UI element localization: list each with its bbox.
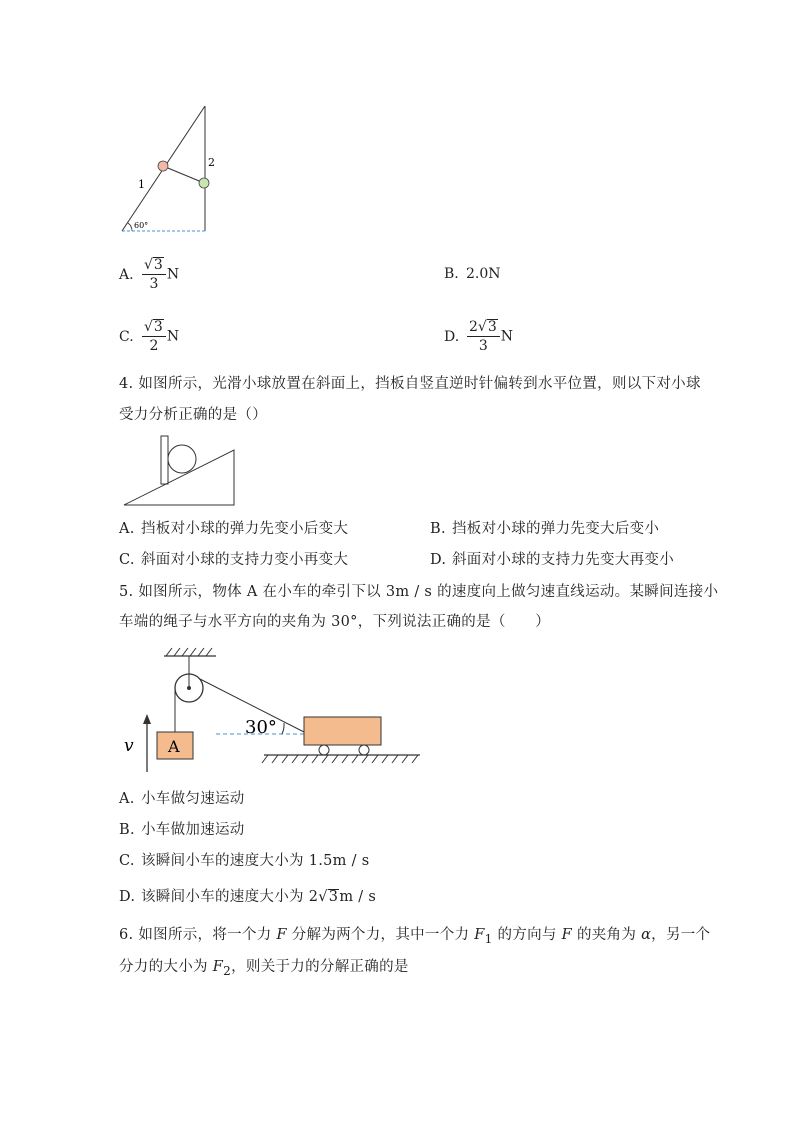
q5-stem-line2: 车端的绳子与水平方向的夹角为 30°，下列说法正确的是（ ） [119,614,551,630]
rod-label-2: 2 [208,156,215,169]
ball-1 [158,161,168,171]
q4-option-b[interactable]: B. 挡板对小球的弹力先变大后变小 [430,521,660,537]
velocity-arrowhead [143,714,151,724]
angle-arc [128,223,132,231]
q5-option-b[interactable]: B. 小车做加速运动 [119,822,245,838]
q3-option-b[interactable]: B. 2.0N [444,266,501,282]
figure-incline-ball [120,432,240,512]
q4-option-d[interactable]: D. 斜面对小球的支持力先变大再变小 [430,552,674,568]
smooth-ball [168,445,196,473]
q3-option-d[interactable]: D. $\frac{2√3}{3}$ N [444,319,514,354]
pulley-axle [187,686,191,690]
velocity-label: v [124,736,134,756]
q3-option-a[interactable]: A. $\frac{√3}{3}$ N [119,257,180,292]
figure-rods-triangle [110,100,220,240]
cart-wheel-right [359,745,369,755]
q6-stem-line2: 分力的大小为 $F_2$，则关于力的分解正确的是 [119,959,409,978]
ground-hatch [262,755,418,763]
baffle-plate [161,436,168,484]
cart-wheel-left [319,745,329,755]
block-a-label: A [168,737,180,756]
q6-stem-line1: 6. 如图所示，将一个力 F 分解为两个力，其中一个力 $F_1$ 的方向与 F 的夹角为 α，另一个 [119,927,711,946]
q5-option-d[interactable]: D. 该瞬间小车的速度大小为 2√3m / s [119,889,377,905]
ball-2 [199,178,209,188]
angle-arc-30 [282,723,284,734]
rod-connector [163,166,204,183]
q5-stem-line1: 5. 如图所示，物体 A 在小车的牵引下以 3m / s 的速度向上做匀速直线运动。某瞬间连接小 [119,584,719,600]
q4-stem-line1: 4. 如图所示，光滑小球放置在斜面上，挡板自竖直逆时针偏转到水平位置，则以下对小球 [119,376,701,392]
q4-stem-line2: 受力分析正确的是（） [119,407,267,423]
incline-triangle [124,450,234,505]
rod-label-1: 1 [138,178,145,191]
q3-option-c[interactable]: C. $\frac{√3}{2}$ N [119,319,180,354]
angle-label-60: 60° [134,221,149,230]
angle-label-30: 30° [245,717,277,738]
q4-option-a[interactable]: A. 挡板对小球的弹力先变小后变大 [119,521,349,537]
cart-body [304,717,381,745]
q5-option-c[interactable]: C. 该瞬间小车的速度大小为 1.5m / s [119,853,370,869]
q4-option-c[interactable]: C. 斜面对小球的支持力变小再变大 [119,552,349,568]
figure-pulley-cart [118,644,428,776]
q5-option-a[interactable]: A. 小车做匀速运动 [119,791,245,807]
ceiling-hatch [166,648,212,656]
